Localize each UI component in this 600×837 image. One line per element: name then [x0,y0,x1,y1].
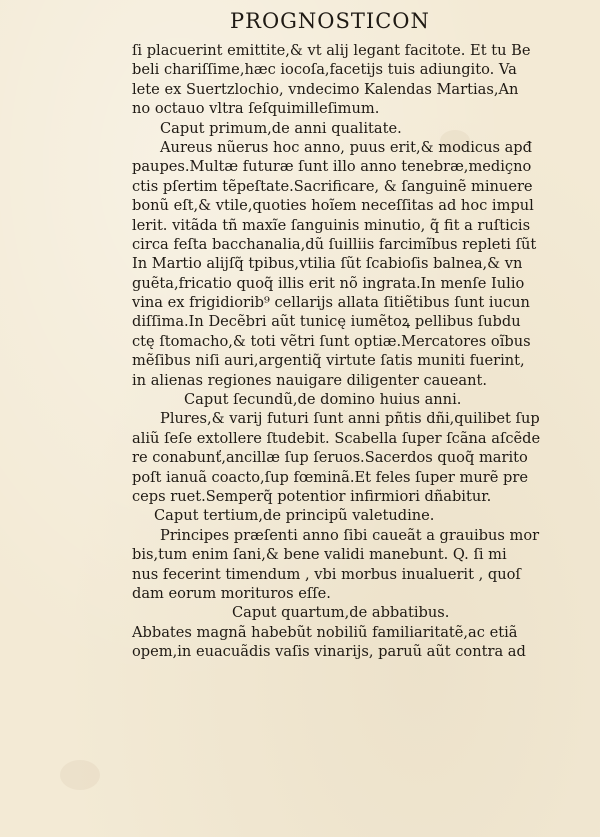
chapter-heading-2: Caput ſecundũ,de domino huius anni. [184,391,462,409]
text-line: mẽſibus niſi auri,argentiq̃ virtute ſatis muniti fuerint, [132,352,525,370]
chapter-heading-1: Caput primum,de anni qualitate. [160,119,402,137]
text-line: in alienas regiones nauigare diligenter caueant. [132,371,487,389]
text-line: ſi placuerint emittite,& vt alij legant facitote. Et tu Be [132,42,531,59]
text-line: diſſima.In Decẽbri aũt tunicę iumẽtoꝝ pellibus ſubdu [132,313,521,331]
text-block [132,41,562,662]
text-line: bis,tum enim ſani,& bene validi manebunt. Q. ſi mi [132,546,507,564]
text-line: Plures,& varij futuri ſunt anni pñtis dñi,quilibet ſup [160,410,540,428]
text-line: aliũ ſeſe extollere ſtudebit. Scabella ſuper ſcãna aſcẽde [132,429,541,447]
text-line: In Martio alijſq̃ tpibus,vtilia ſũt ſcabioſis balnea,& vn [132,255,523,273]
text-line: poſt ianuã coacto,ſup fœminã.Et feles ſuper murẽ pre [132,468,528,486]
text-line: beli chariſſime,hæc iocoſa,facetijs tuis adiungito. Va [132,61,517,79]
text-line: bonũ eſt,& vtile,quoties hoĩem neceſſitas ad hoc impul [132,197,534,215]
text-line: circa feſta bacchanalia,dũ ſuilliis farcimĩbus repleti ſũt [132,235,537,253]
text-line: ceps ruet.Semperq̃ potentior infirmiori dñabitur. [132,487,492,505]
text-line: guẽta,fricatio quoq̃ illis erit nõ ingrata.In menſe Iulio [132,274,525,292]
text-line: lete ex Suertzlochio, vndecimo Kalendas Martias,An [132,80,519,98]
text-line: opem,in euacuãdis vaſis vinarijs, paruũ aũt contra ad [132,643,526,661]
text-line: vina ex frigidiorib⁹ cellarijs allata ſitiẽtibus ſunt iucun [132,294,530,312]
text-line: re conabunť,ancillæ ſup ſeruos.Sacerdos quoq̃ marito [132,449,528,467]
chapter-heading-4: Caput quartum,de abbatibus. [232,604,450,622]
paper-stain [60,760,100,790]
text-line: dam eorum morituros eſſe. [132,584,331,602]
text-line: Aureus nũerus hoc anno, puus erit,& modicus apđ [160,138,532,156]
text-line: Principes præſenti anno ſibi caueãt a grauibus mor [160,526,540,544]
chapter-heading-3: Caput tertium,de principũ valetudine. [154,507,435,525]
text-line: lerit. vitãda tñ maxĩe ſanguinis minutio, q̃ fit a ruſticis [132,216,531,234]
text-line: paupes.Multæ futuræ ſunt illo anno tenebræ,mediçno [132,158,532,176]
running-head: PROGNOSTICON [230,9,430,33]
text-line: nus fecerint timendum , vbi morbus inualuerit , quoſ [132,565,521,583]
text-line: no octauo vltra ſeſquimilleſimum. [132,100,380,118]
text-line: Abbates magnã habebũt nobiliũ familiaritatẽ,ac etiã [132,623,518,641]
text-line: ctę ſtomacho,& toti vẽtri ſunt optiæ.Mercatores oĩbus [132,332,531,350]
text-line: ctis pſertim tẽpeſtate.Sacrificare, & ſanguinẽ minuere [132,177,533,195]
